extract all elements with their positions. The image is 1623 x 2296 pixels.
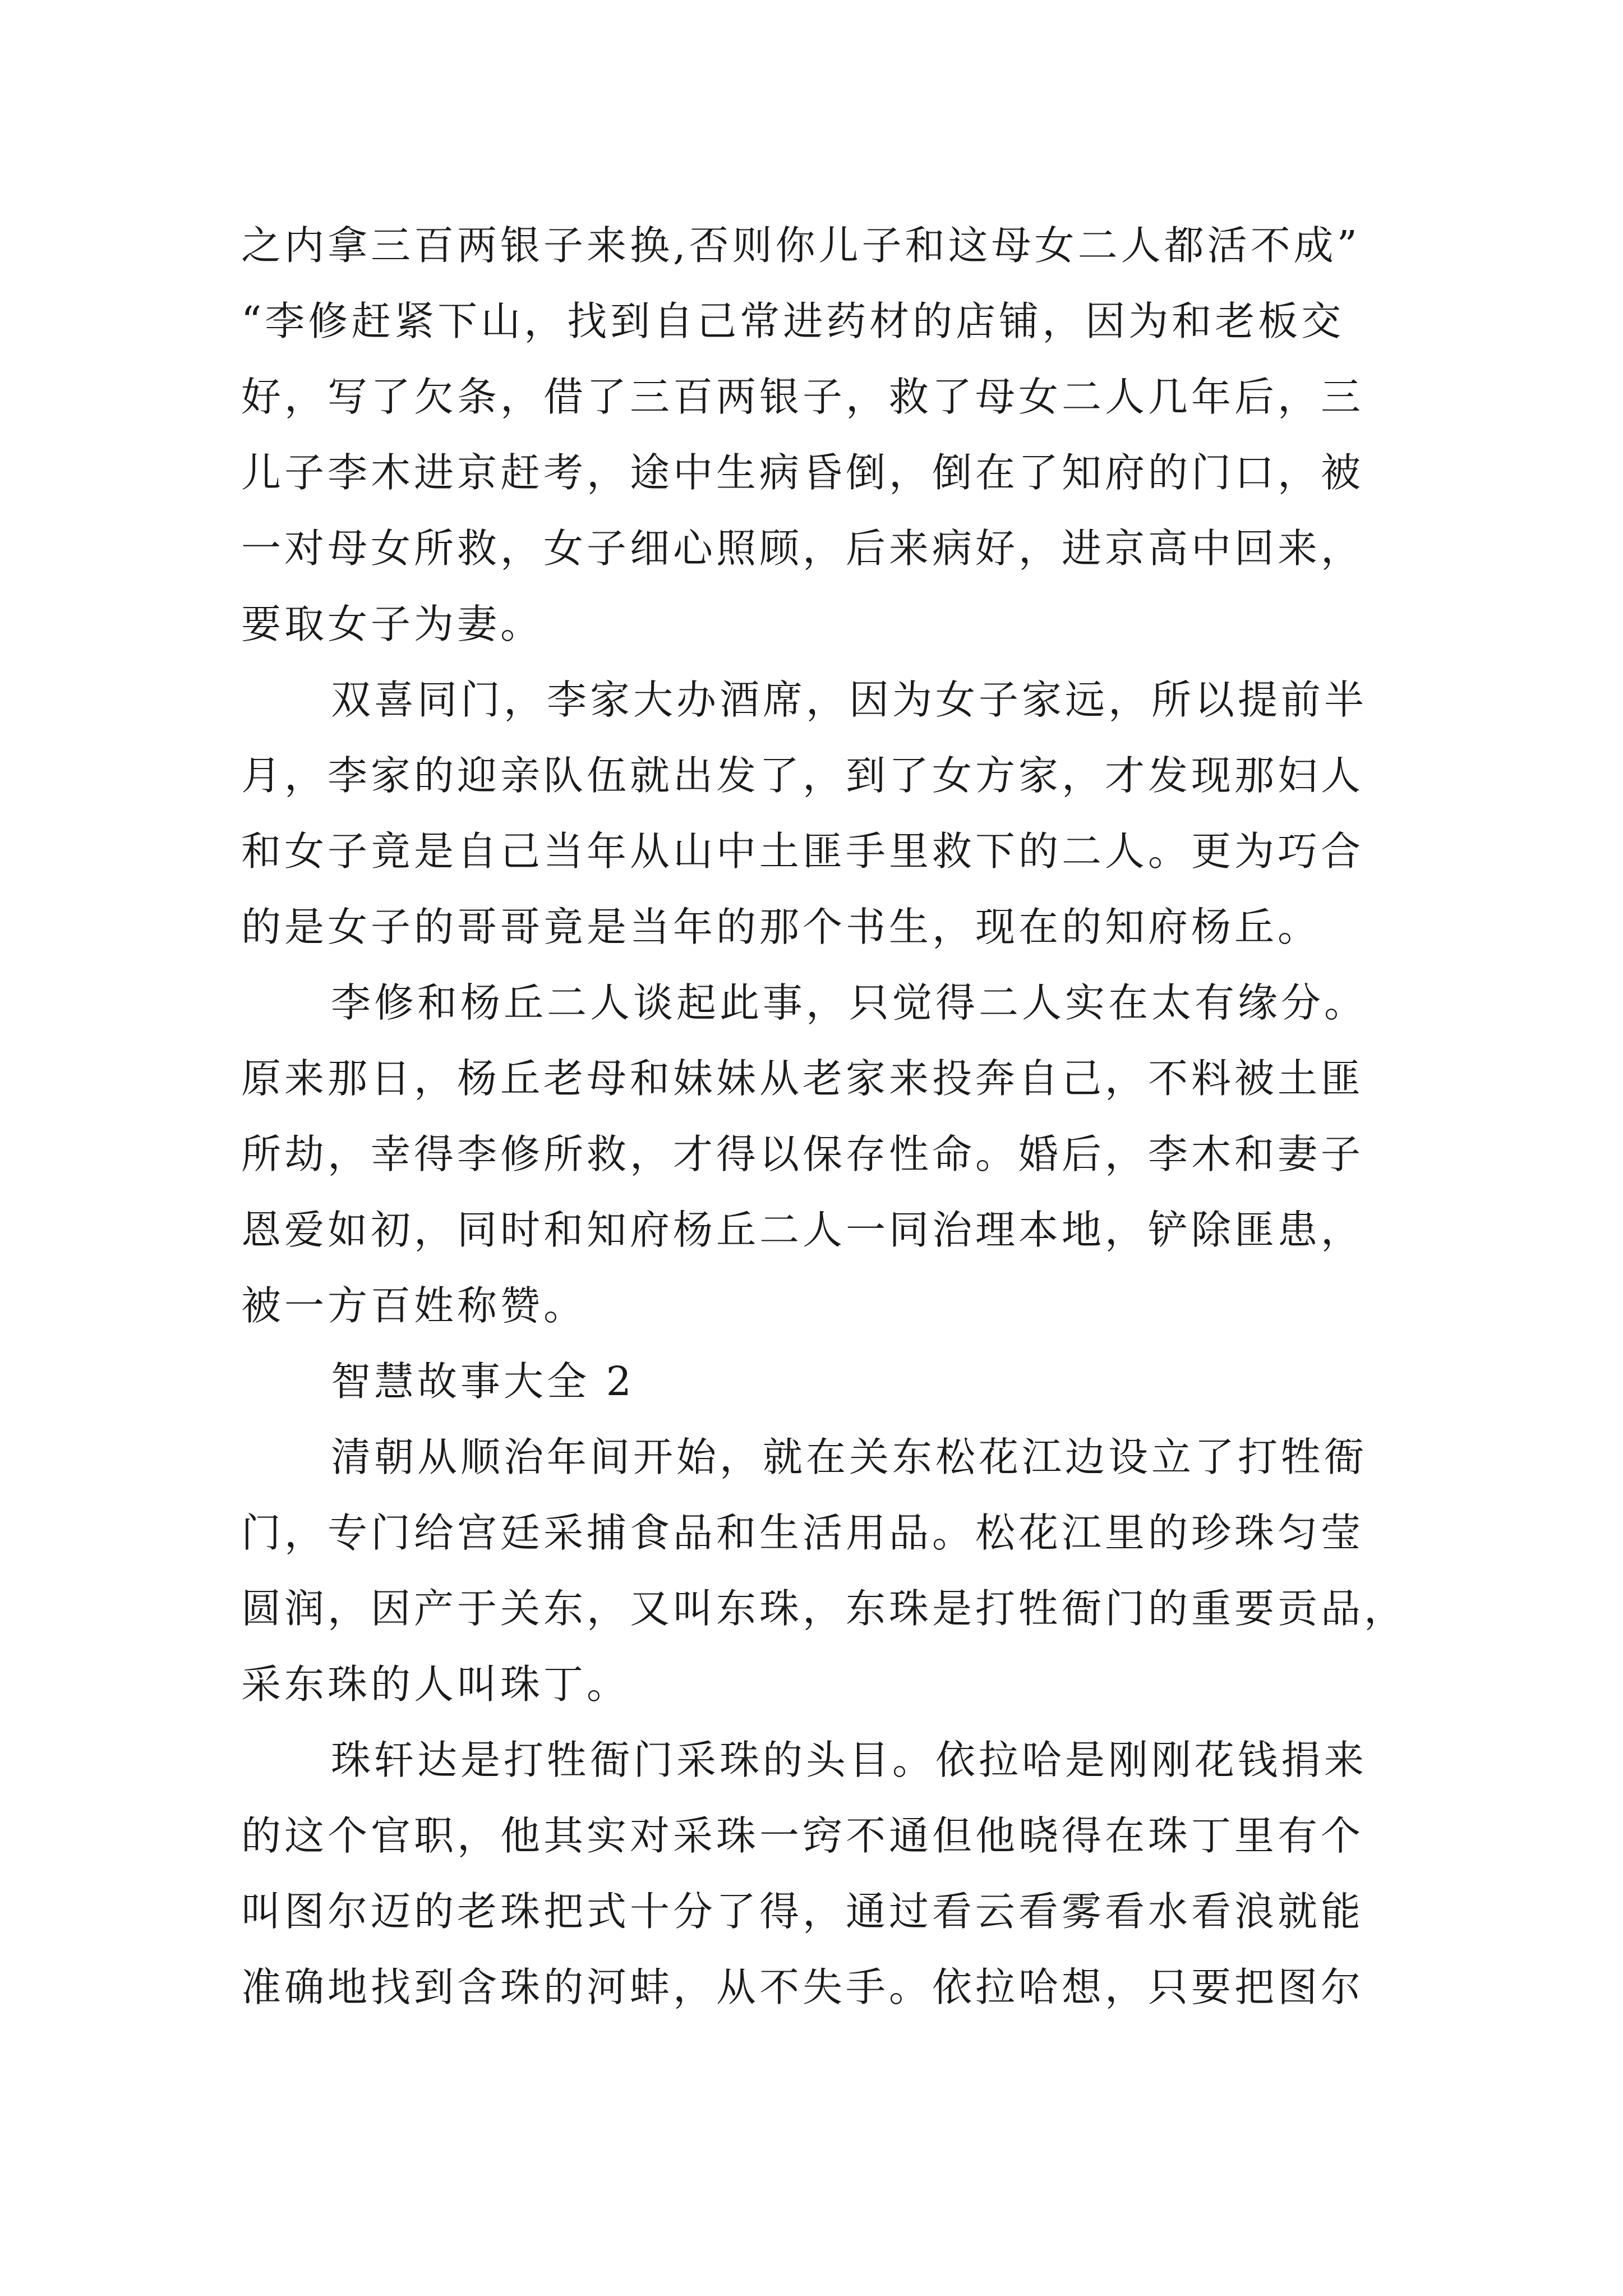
text-line: 的这个官职，他其实对采珠一窍不通但他晓得在珠丁里有个 (241, 1812, 1364, 1859)
text-line: 所劫，幸得李修所救，才得以保存性命。婚后，李木和妻子 (241, 1131, 1364, 1177)
text-line: 恩爱如初，同时和知府杨丘二人一同治理本地，铲除匪患， (241, 1207, 1364, 1253)
text-line: 圆润，因产于关东，又叫东珠，东珠是打牲衙门的重要贡品， (241, 1585, 1408, 1632)
body-text (241, 208, 1408, 2025)
text-line: 准确地找到含珠的河蚌，从不失手。依拉哈想，只要把图尔 (241, 1964, 1364, 2010)
text-line: 门，专门给宫廷采捕食品和生活用品。松花江里的珍珠匀莹 (241, 1510, 1364, 1556)
paragraph-first-line: 清朝从顺治年间开始，就在关东松花江边设立了打牲衙 (331, 1434, 1368, 1480)
section-heading: 智慧故事大全 2 (331, 1358, 635, 1405)
paragraph-first-line: 珠轩达是打牲衙门采珠的头目。依拉哈是刚刚花钱捐来 (331, 1737, 1368, 1783)
text-line: 要取女子为妻。 (241, 601, 544, 647)
text-line: 好，写了欠条，借了三百两银子，救了母女二人几年后，三 (241, 374, 1364, 420)
text-line: 一对母女所救，女子细心照顾，后来病好，进京高中回来， (241, 525, 1364, 572)
text-line: 的是女子的哥哥竟是当年的那个书生，现在的知府杨丘。 (241, 904, 1321, 950)
paragraph-first-line: 李修和杨丘二人谈起此事，只觉得二人实在太有缘分。 (331, 979, 1368, 1026)
text-line: 儿子李木进京赶考，途中生病昏倒，倒在了知府的门口，被 (241, 449, 1364, 496)
text-line: 和女子竟是自己当年从山中土匪手里救下的二人。更为巧合 (241, 828, 1364, 875)
text-line: 原来那日，杨丘老母和妹妹从老家来投奔自己，不料被土匪 (241, 1055, 1364, 1102)
text-line: 采东珠的人叫珠丁。 (241, 1661, 630, 1708)
paragraph-first-line: 双喜同门，李家大办酒席，因为女子家远，所以提前半 (331, 677, 1368, 723)
text-line: 叫图尔迈的老珠把式十分了得，通过看云看雾看水看浪就能 (241, 1888, 1364, 1935)
text-line: 之内拿三百两银子来换,否则你儿子和这母女二人都活不成” (241, 222, 1361, 269)
text-line: “李修赶紧下山，找到自己常进药材的店铺，因为和老板交 (241, 298, 1345, 344)
text-line: 被一方百姓称赞。 (241, 1282, 587, 1329)
text-line: 月，李家的迎亲队伍就出发了，到了女方家，才发现那妇人 (241, 752, 1364, 799)
